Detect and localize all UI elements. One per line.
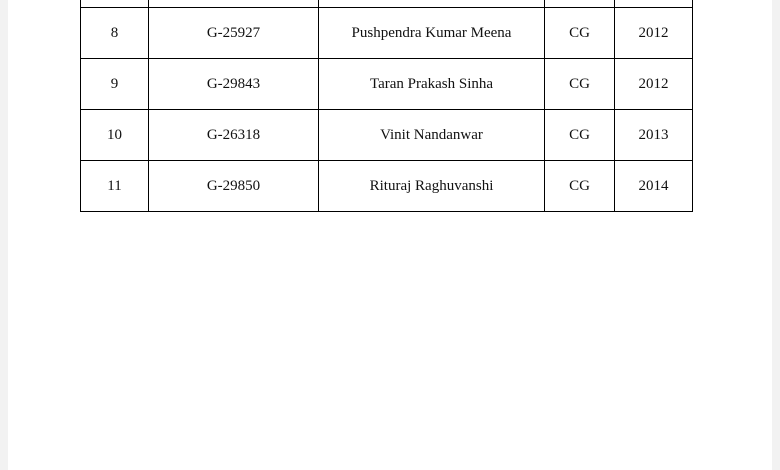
table-body xyxy=(81,0,693,212)
officer-table xyxy=(80,0,693,212)
cell-id xyxy=(149,0,319,8)
document-page xyxy=(8,0,772,470)
cell-state xyxy=(545,0,615,8)
cell-name xyxy=(319,0,545,8)
cell-serial-number: 11 xyxy=(81,161,149,212)
table-row xyxy=(81,8,693,59)
cell-name: Pushpendra Kumar Meena xyxy=(319,8,545,59)
cell-state: CG xyxy=(545,8,615,59)
cell-state: CG xyxy=(545,110,615,161)
table-container xyxy=(80,0,693,212)
cell-serial-number: 8 xyxy=(81,8,149,59)
table-row xyxy=(81,110,693,161)
cell-year: 2014 xyxy=(615,161,693,212)
cell-id: G-29850 xyxy=(149,161,319,212)
cell-serial-number: 10 xyxy=(81,110,149,161)
table-row xyxy=(81,59,693,110)
cell-year xyxy=(615,0,693,8)
cell-id: G-26318 xyxy=(149,110,319,161)
cell-year: 2012 xyxy=(615,8,693,59)
cell-name: Vinit Nandanwar xyxy=(319,110,545,161)
cell-year: 2012 xyxy=(615,59,693,110)
cell-serial-number xyxy=(81,0,149,8)
table-row xyxy=(81,0,693,8)
cell-state: CG xyxy=(545,59,615,110)
cell-name: Rituraj Raghuvanshi xyxy=(319,161,545,212)
cell-state: CG xyxy=(545,161,615,212)
cell-id: G-25927 xyxy=(149,8,319,59)
cell-id: G-29843 xyxy=(149,59,319,110)
cell-serial-number: 9 xyxy=(81,59,149,110)
table-row xyxy=(81,161,693,212)
cell-year: 2013 xyxy=(615,110,693,161)
cell-name: Taran Prakash Sinha xyxy=(319,59,545,110)
